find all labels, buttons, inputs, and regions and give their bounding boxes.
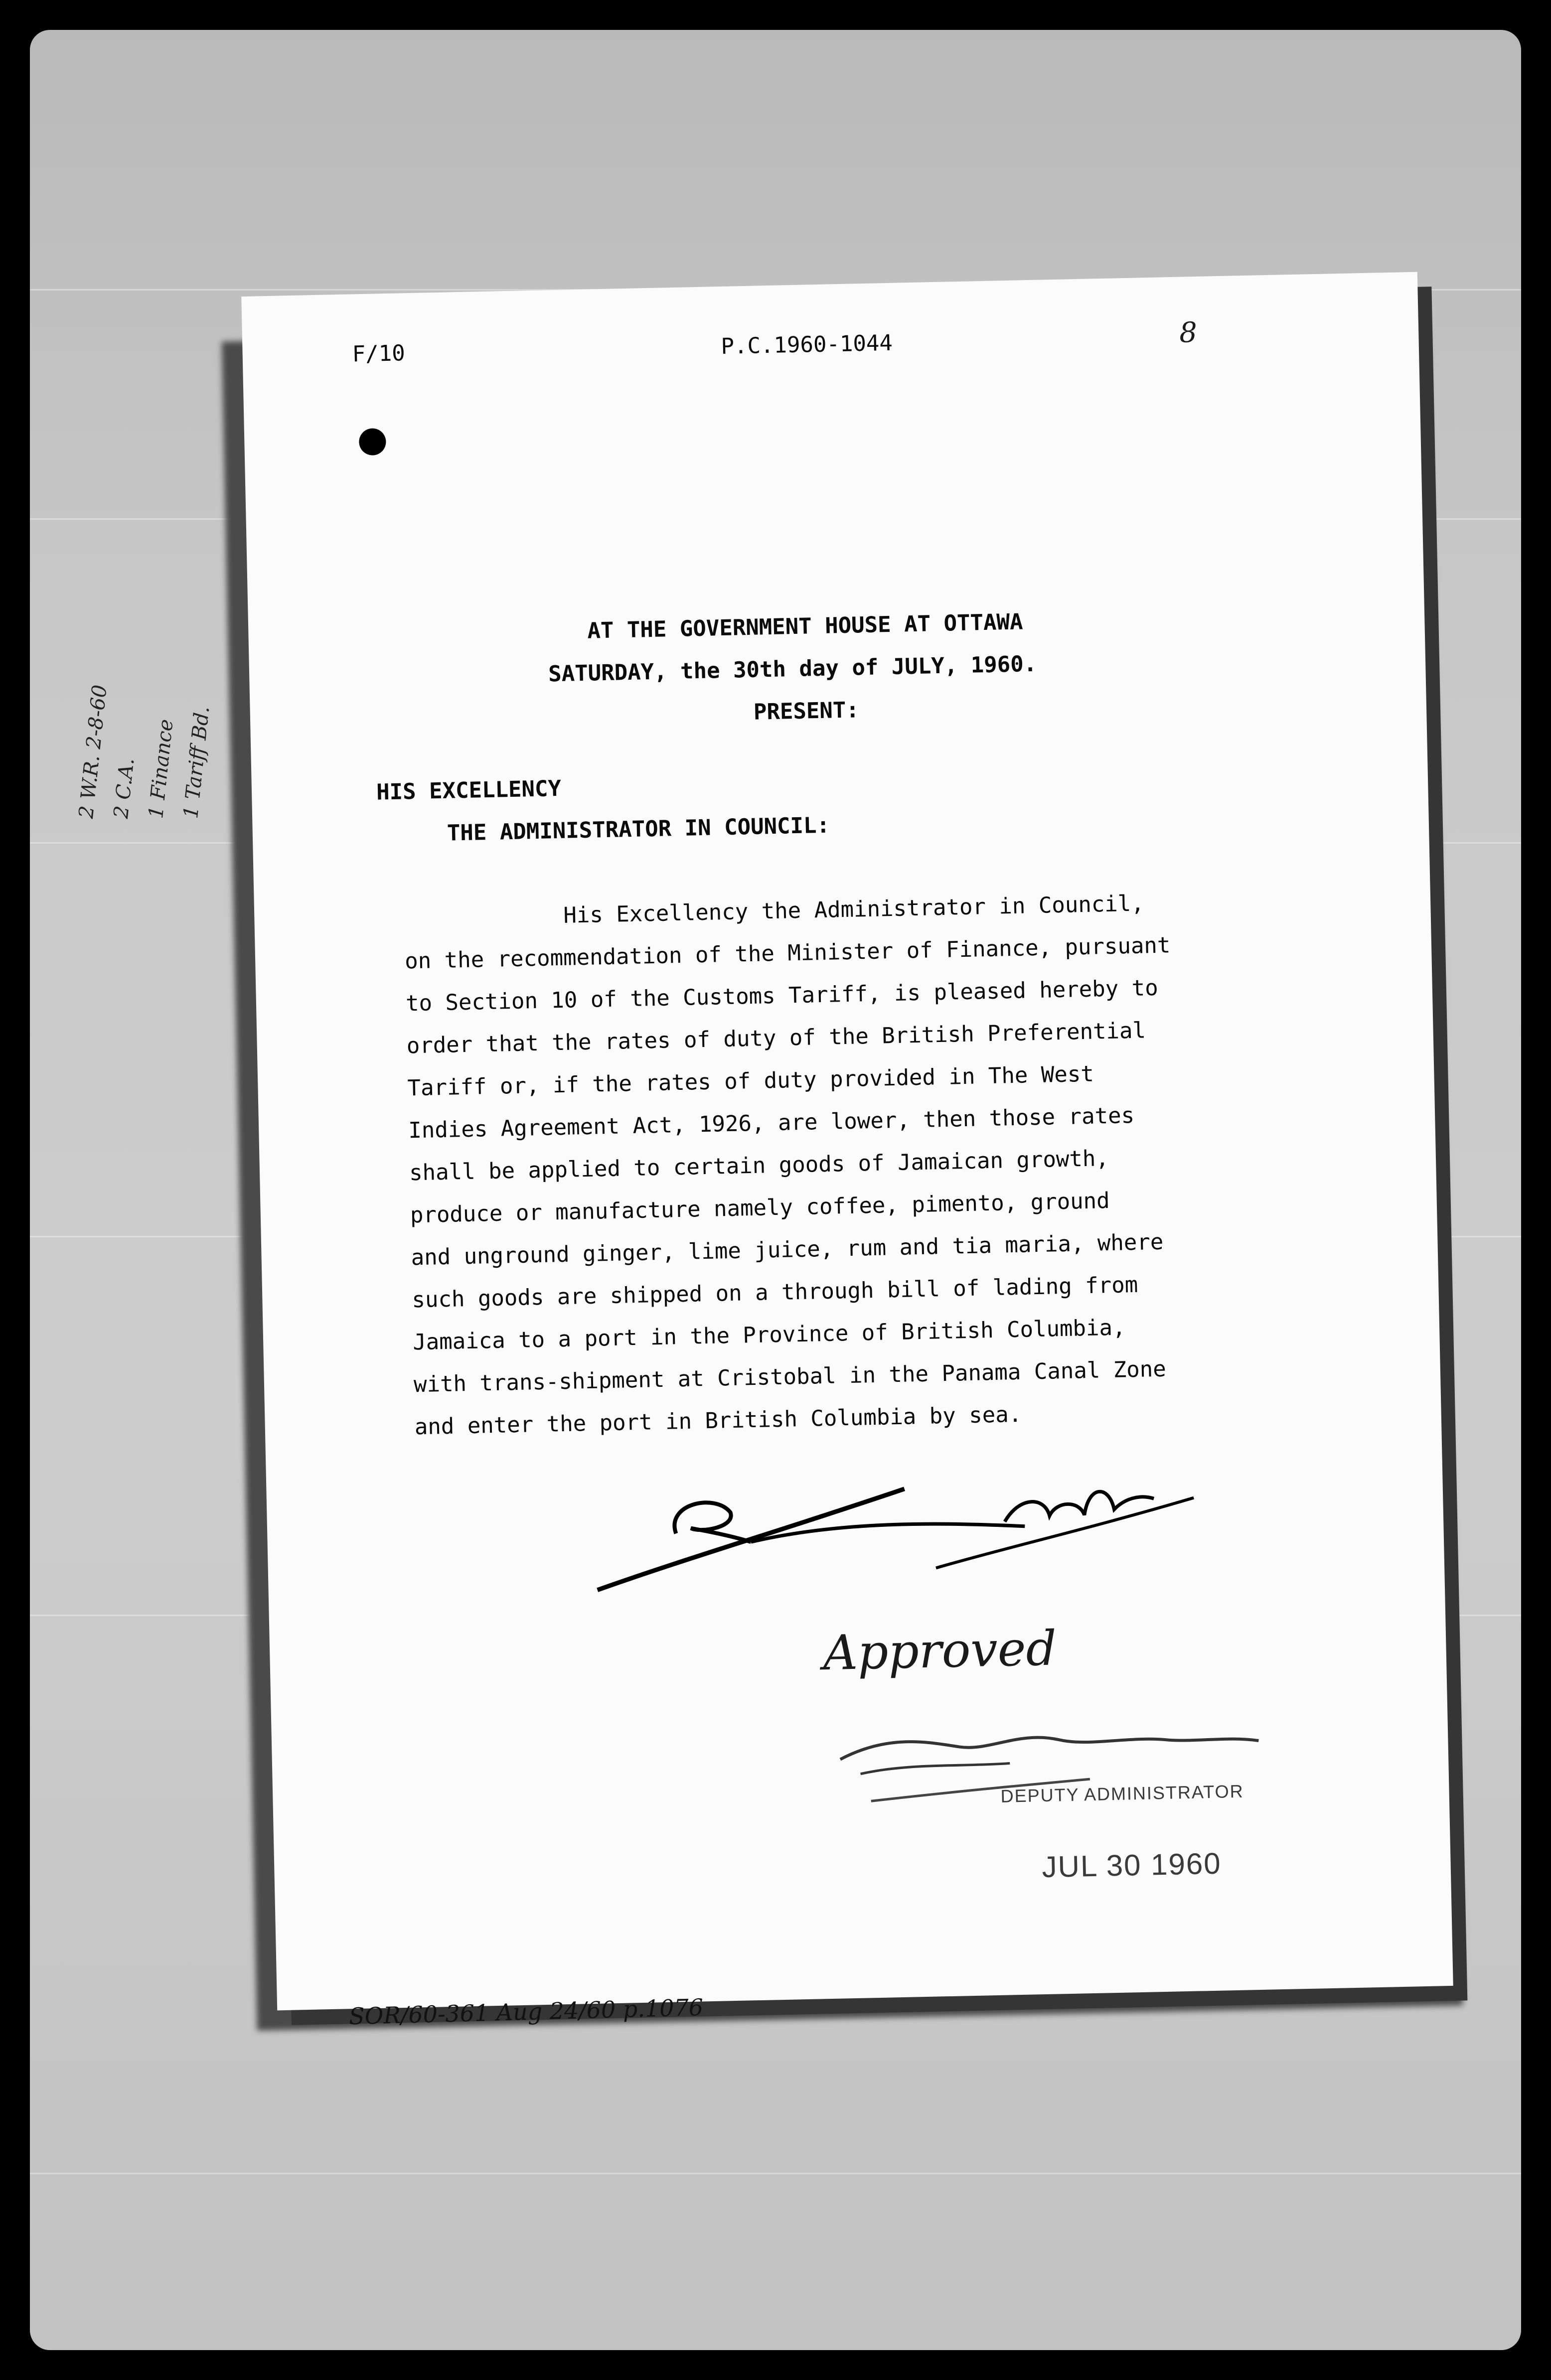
- body-line: Indies Agreement Act, 1926, are lower, then those rates: [408, 1102, 1135, 1144]
- document-page: [241, 272, 1453, 2011]
- scan-line: [30, 2173, 1521, 2174]
- margin-note-line: 2 W.R. 2-8-60: [75, 684, 112, 820]
- body-line: Jamaica to a port in the Province of British Columbia,: [412, 1315, 1126, 1355]
- margin-note-line: 1 Tariff Bd.: [179, 705, 214, 820]
- deputy-administrator-stamp: DEPUTY ADMINISTRATOR: [1000, 1781, 1244, 1806]
- title-line-1: AT THE GOVERNMENT HOUSE AT OTTAWA: [587, 609, 1023, 644]
- body-line: such goods are shipped on a through bill of lading from: [411, 1272, 1138, 1313]
- address-line-1: HIS EXCELLENCY: [376, 775, 562, 805]
- margin-note-line: 1 Finance: [145, 718, 178, 820]
- body-line: order that the rates of duty of the British Preferential: [406, 1018, 1146, 1059]
- body-line: Tariff or, if the rates of duty provided in The West: [407, 1061, 1094, 1101]
- body-line: on the recommendation of the Minister of Finance, pursuant: [404, 932, 1171, 974]
- title-present: PRESENT:: [753, 697, 860, 725]
- page-number: 8: [1179, 316, 1198, 349]
- body-line: His Excellency the Administrator in Council,: [563, 891, 1145, 928]
- approved-label: Approved: [822, 1620, 1057, 1681]
- footer-note: SOR/60-361 Aug 24/60 p.1076: [348, 1993, 704, 2030]
- margin-note-line: 2 C.A.: [110, 756, 139, 820]
- body-line: and unground ginger, lime juice, rum and tia maria, where: [411, 1229, 1164, 1271]
- order-number: P.C.1960-1044: [721, 330, 893, 359]
- body-line: and enter the port in British Columbia by sea.: [414, 1401, 1022, 1440]
- body-line: with trans-shipment at Cristobal in the Panama Canal Zone: [413, 1356, 1167, 1398]
- punch-hole: [359, 428, 386, 455]
- body-line: produce or manufacture namely coffee, pimento, ground: [410, 1188, 1110, 1228]
- body-line: shall be applied to certain goods of Jamaican growth,: [409, 1146, 1109, 1186]
- address-line-2: THE ADMINISTRATOR IN COUNCIL:: [447, 812, 830, 846]
- file-code: F/10: [352, 340, 406, 367]
- pm-signature: [585, 1462, 1236, 1605]
- date-stamp: JUL 30 1960: [1041, 1846, 1222, 1884]
- margin-notes: [75, 658, 234, 827]
- title-line-2: SATURDAY, the 30th day of JULY, 1960.: [548, 651, 1037, 687]
- body-line: to Section 10 of the Customs Tariff, is pleased hereby to: [405, 975, 1159, 1017]
